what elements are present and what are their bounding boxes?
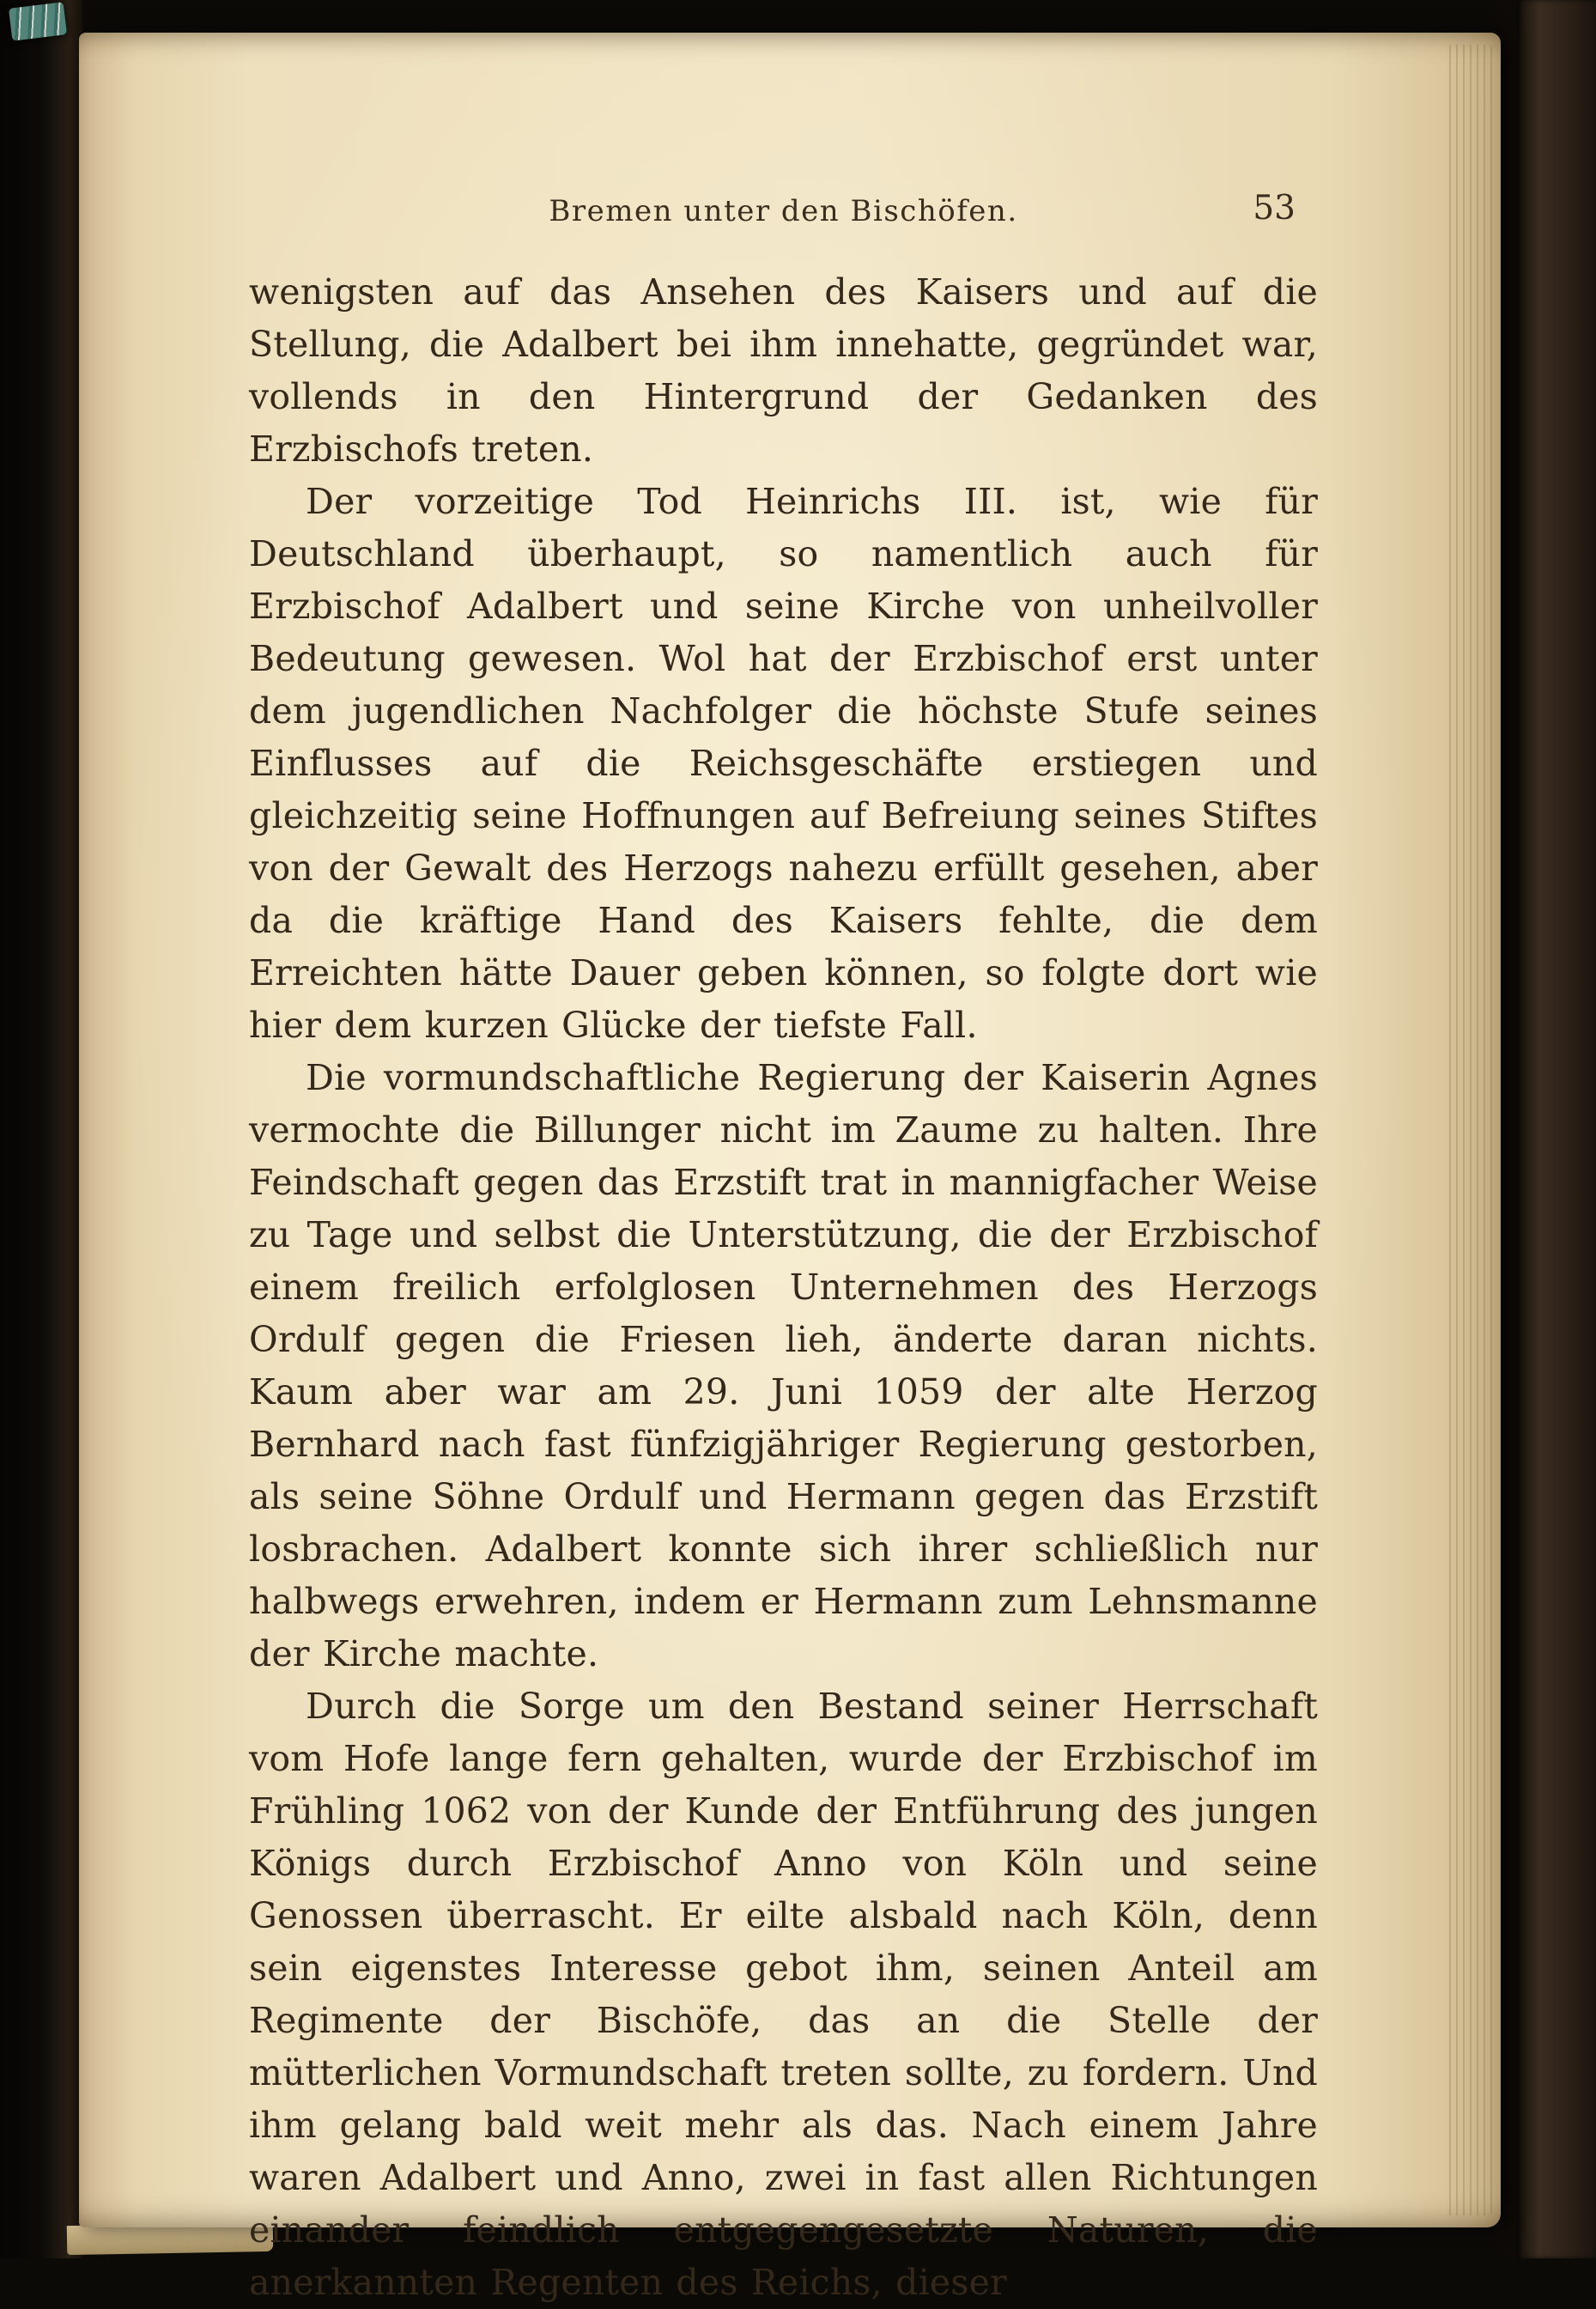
headband-ribbon (9, 2, 67, 41)
paragraph: Durch die Sorge um den Bestand seiner Herrschaft vom Hofe lange fern gehalten, wurde der Erzbischof im Frühling 1062 von der Kunde der Entführung des jungen Königs durch Erzbischof Anno von Köln und seine Genossen überrascht. Er eilte alsbald nach Köln, denn sein eigenstes Interesse gebot ihm, seinen Anteil am Regimente der Bischöfe, das an die Stelle der mütterlichen Vormundschaft treten sollte, zu fordern. Und ihm gelang bald weit mehr als das. Nach einem Jahre waren Adalbert und Anno, zwei in fast allen Richtungen einander feindlich entgegengesetzte Naturen, die anerkannten Regenten des Reichs, dieser (249, 1686, 1318, 2303)
paragraph: Die vormundschaftliche Regierung der Kaiserin Agnes vermochte die Billunger nicht im Zaume zu halten. Ihre Feindschaft gegen das Erzstift trat in mannigfacher Weise zu Tage und selbst die Unterstützung, die der Erzbischof einem freilich erfolglosen Unternehmen des Herzogs Ordulf gegen die Friesen lieh, änderte daran nichts. Kaum aber war am 29. Juni 1059 der alte Herzog Bernhard nach fast fünfzigjähriger Regierung gestorben, als seine Söhne Ordulf und Hermann gegen das Erzstift losbrachen. Adalbert konnte sich ihrer schließlich nur halbwegs erwehren, indem er Hermann zum Lehnsmanne der Kirche machte. (249, 1057, 1318, 1674)
page-fore-edge (1449, 45, 1497, 2215)
paragraph: wenigsten auf das Ansehen des Kaisers und auf die Stellung, die Adalbert bei ihm innehatte, gegründet war, vollends in den Hintergrund der Gedanken des Erzbischofs treten. (249, 271, 1318, 470)
book-page (79, 33, 1501, 2303)
book-cover-edge (1517, 0, 1596, 2258)
page-body-text (249, 266, 1318, 2309)
page-header (249, 189, 1318, 235)
book-spine-shadow (0, 0, 82, 2258)
page-number: 53 (1253, 189, 1296, 228)
running-title: Bremen unter den Bischöfen. (549, 194, 1018, 228)
paragraph: Der vorzeitige Tod Heinrichs III. ist, wie für Deutschland überhaupt, so namentlich auch für Erzbischof Adalbert und seine Kirche von unheilvoller Bedeutung gewesen. Wol hat der Erzbischof erst unter dem jugendlichen Nachfolger die höchste Stufe seines Einflusses auf die Reichsgeschäfte erstiegen und gleichzeitig seine Hoffnungen auf Befreiung seines Stiftes von der Gewalt des Herzogs nahezu erfüllt gesehen, aber da die kräftige Hand des Kaisers fehlte, die dem Erreichten hätte Dauer geben können, so folgte dort wie hier dem kurzen Glücke der tiefste Fall. (249, 481, 1318, 1046)
